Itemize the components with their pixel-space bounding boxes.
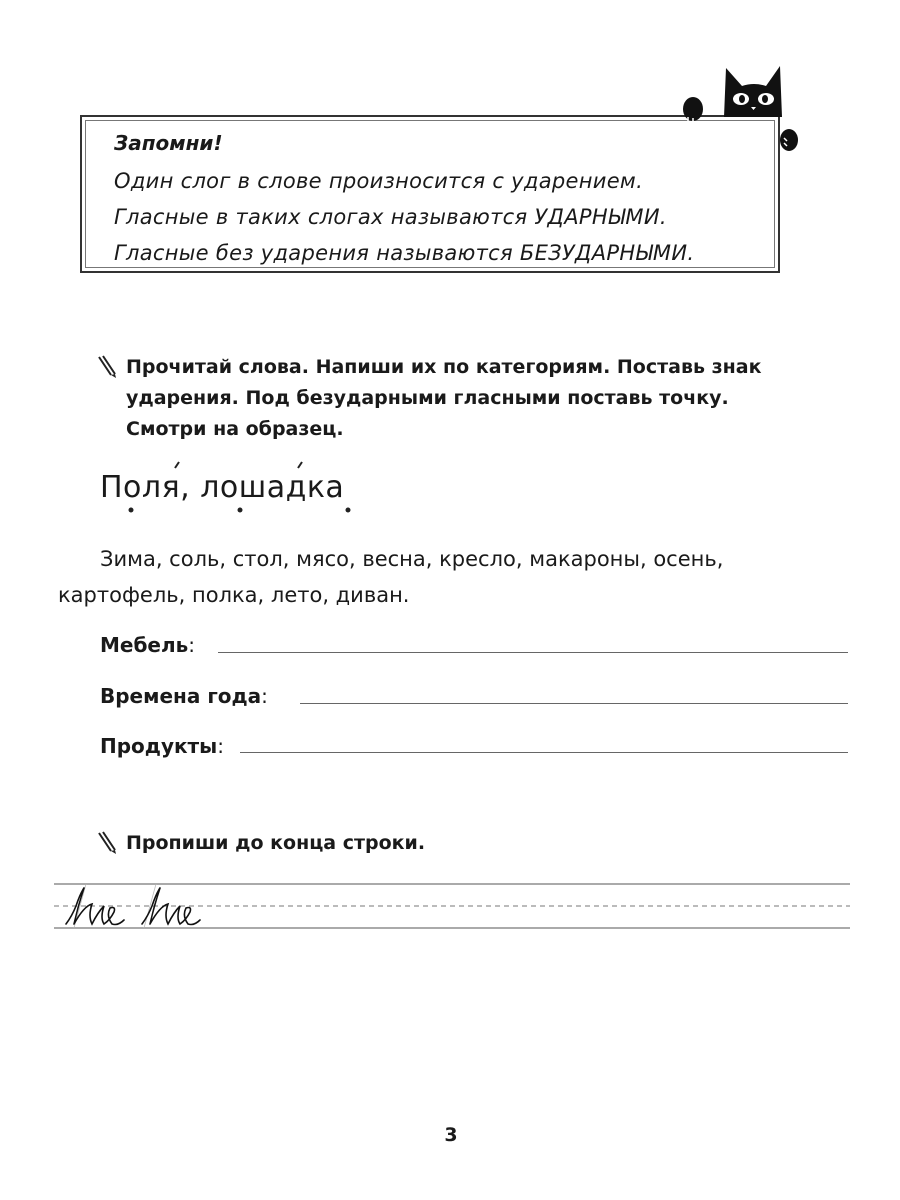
remember-box [80, 115, 780, 273]
task2-instruction: Пропиши до конца строки. [126, 832, 426, 854]
word-list-line: картофель, полка, лето, диван. [58, 583, 410, 607]
task1-instruction: ударения. Под безударными гласными поставь точку. [126, 387, 729, 409]
category-seasons-label: Времена года: [100, 684, 268, 708]
category-products-label: Продукты: [100, 734, 224, 758]
remember-title: Запомни! [114, 131, 223, 155]
cursive-sample-text: Ие Ие [214, 922, 218, 923]
task1-instruction: Прочитай слова. Напиши их по категориям. Поставь знак [126, 356, 762, 378]
pencil-icon [96, 831, 118, 855]
page-number: 3 [444, 1124, 458, 1146]
category-furniture-label: Мебель: [100, 633, 196, 657]
stress-marks [100, 458, 380, 528]
cursive-sample-drawing [66, 888, 200, 925]
remember-line: Один слог в слове произносится с ударением. [114, 169, 644, 193]
remember-line: Гласные в таких слогах называются УДАРНЫМИ. [114, 205, 667, 229]
task1-instruction: Смотри на образец. [126, 418, 344, 440]
answer-line-products[interactable] [240, 752, 848, 753]
example-words: Поля, лошадка [100, 470, 345, 505]
cat-illustration [676, 60, 806, 160]
word-list-line: Зима, соль, стол, мясо, весна, кресло, макароны, осень, [100, 547, 724, 571]
answer-line-seasons[interactable] [300, 703, 848, 704]
pencil-icon [96, 355, 118, 379]
handwriting-practice-lines[interactable] [54, 876, 854, 936]
answer-line-furniture[interactable] [218, 652, 848, 653]
remember-line: Гласные без ударения называются БЕЗУДАРНЫМИ. [114, 241, 695, 265]
